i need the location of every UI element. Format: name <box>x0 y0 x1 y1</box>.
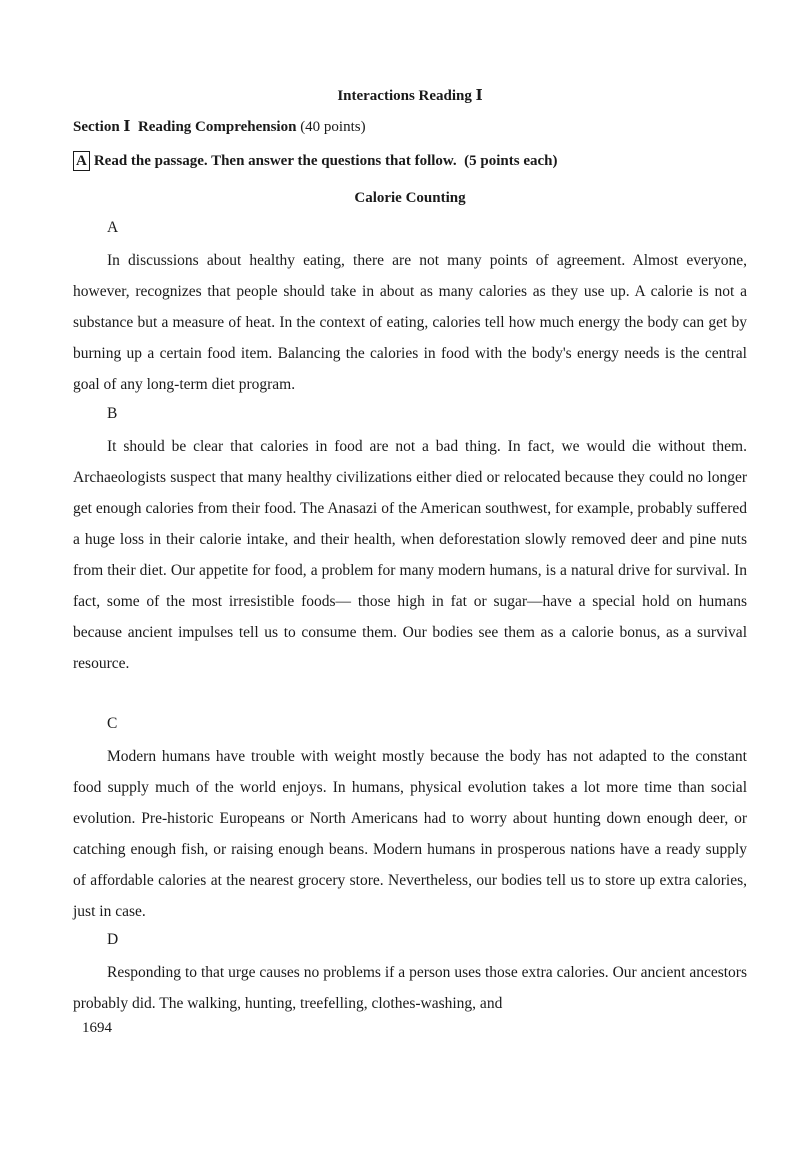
part-box-letter: A <box>73 151 90 171</box>
section-title: Reading Comprehension <box>137 119 297 135</box>
paragraph-label-c: C <box>107 715 118 732</box>
paragraph-text-b: It should be clear that calories in food are not a bad thing. In fact, we would die without them. Archaeologists suspect that many healthy civilizations either died or relocated because they could no longer get enough calories from their food. The Anasazi of the American southwest, for example, probably suffered a huge loss in their calorie intake, and their health, when deforestation slowly removed deer and pine nuts from their diet. Our appetite for food, a problem for many modern humans, is a natural drive for survival. In fact, some of the most irresistible foods— those high in fat or sugar—have a special hold on humans because ancient impulses tell us to consume them. Our bodies see them as a calorie bonus, as a survival resource. <box>73 438 747 672</box>
section-heading <box>73 117 366 137</box>
page-number: 1694 <box>82 1020 112 1036</box>
passage-title: Calorie Counting <box>354 190 466 206</box>
paragraph-label-d: D <box>107 931 119 948</box>
section-label: Section Ⅰ <box>73 119 131 135</box>
paragraph-text-c: Modern humans have trouble with weight mostly because the body has not adapted to the constant food supply much of the world enjoys. In humans, physical evolution takes a lot more time than social evolution. Pre-historic Europeans or North Americans had to worry about hunting down enough deer, or catching enough fish, or raising enough beans. Modern humans in prosperous nations have a ready supply of affordable calories at the nearest grocery store. Nevertheless, our bodies tell us to store up extra calories, just in case. <box>73 748 747 920</box>
paragraph-text-a: In discussions about healthy eating, there are not many points of agreement. Almost everyone, however, recognizes that people should take in about as many calories as they use up. A calorie is not a substance but a measure of heat. In the context of eating, calories tell how much energy the body can get by burning up a certain food item. Balancing the calories in food with the body's energy needs is the central goal of any long-term diet program. <box>73 252 747 393</box>
paragraph-a <box>73 245 747 400</box>
section-points: (40 points) <box>300 119 366 135</box>
document-title: Interactions Reading Ⅰ <box>337 88 483 104</box>
instruction-line <box>73 151 558 171</box>
paragraph-label-b: B <box>107 405 118 422</box>
paragraph-c <box>73 741 747 927</box>
instruction-text: Read the passage. Then answer the questions that follow. <box>93 153 457 169</box>
instruction-points: (5 points each) <box>464 153 558 169</box>
paragraph-d <box>73 957 747 1019</box>
paragraph-text-d: Responding to that urge causes no problems if a person uses those extra calories. Our ancient ancestors probably did. The walking, hunting, treefelling, clothes-washing, and <box>73 964 747 1012</box>
paragraph-b <box>73 431 747 679</box>
paragraph-label-a: A <box>107 219 119 236</box>
